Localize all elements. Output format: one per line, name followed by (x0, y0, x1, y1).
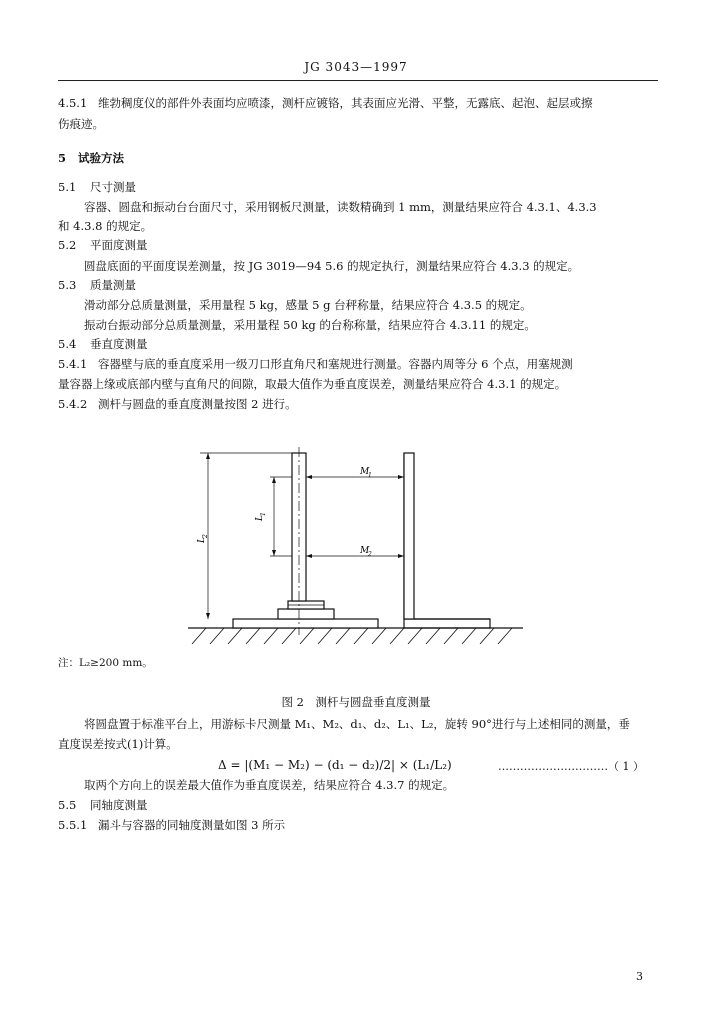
section-5-3-line2: 振动台振动部分总质量测量，采用量程 50 kg 的台称称量，结果应符合 4.3.11 的规定。 (84, 318, 536, 332)
para-5-5-1-line1: 漏斗与容器的同轴度测量如图 3 所示 (98, 818, 286, 832)
para-4-5-1-number: 4.5.1 (58, 96, 88, 110)
section-5-1-line1: 容器、圆盘和振动台台面尺寸，采用钢板尺测量，读数精确到 1 mm，测量结果应符合 4.3.1、4.3.3 (84, 200, 597, 214)
page-number: 3 (636, 970, 643, 983)
m2-label-sub: 2 (368, 551, 372, 558)
l2-label-sub: 2 (202, 534, 209, 538)
para-5-4-1-number: 5.4.1 (58, 357, 88, 371)
equation-1: Δ = |(M₁ − M₂) − (d₁ − d₂)/2| × (L₁/L₂) (218, 758, 452, 772)
angle-square-blade (404, 453, 414, 619)
figure-note: 注：L₂≥200 mm。 (58, 657, 153, 669)
section-5-5-number: 5.5 (58, 798, 77, 812)
standard-code-header: JG 3043—1997 (304, 60, 408, 74)
section-5-2-title: 平面度测量 (90, 238, 148, 252)
para-4-5-1-line1: 维勃稠度仪的部件外表面均应喷漆，测杆应镀铬，其表面应光滑、平整，无露底、起泡、起层或擦 (98, 96, 593, 110)
section-5-4-number: 5.4 (58, 337, 77, 351)
figure-2 (178, 425, 538, 654)
ground-hatching (192, 628, 512, 644)
section-5-1-title: 尺寸测量 (90, 180, 136, 194)
l1-label: L (255, 515, 265, 521)
after-figure-line3: 取两个方向上的误差最大值作为垂直度误差，结果应符合 4.3.7 的规定。 (84, 778, 455, 792)
section-5-3-line1: 滑动部分总质量测量，采用量程 5 kg，感量 5 g 台秤称量，结果应符合 4.3.5 的规定。 (84, 298, 532, 312)
section-5-2-line1: 圆盘底面的平面度误差测量，按 JG 3019—94 5.6 的规定执行，测量结果应符合 4.3.3 的规定。 (84, 259, 580, 273)
angle-square-base (404, 453, 490, 628)
figure-caption: 图 2 测杆与圆盘垂直度测量 (281, 695, 431, 709)
para-5-4-2-line1: 测杆与圆盘的垂直度测量按图 2 进行。 (98, 397, 297, 411)
standard-platform (233, 619, 378, 628)
m1-label-sub: 1 (368, 472, 372, 479)
header-rule (58, 80, 658, 81)
section-5-1-line2: 和 4.3.8 的规定。 (58, 219, 153, 233)
para-4-5-1-line2: 伤痕迹。 (58, 117, 104, 131)
equation-1-number: …………………………（ 1 ） (498, 760, 644, 773)
l1-label-sub: 1 (260, 512, 267, 516)
after-figure-line1: 将圆盘置于标准平台上，用游标卡尺测量 M₁、M₂、d₁、d₂、L₁、L₂，旋转 90°进行与上述相同的测量，垂 (84, 717, 630, 731)
section-5-1-number: 5.1 (58, 180, 77, 194)
section-5-3-number: 5.3 (58, 278, 77, 292)
section-5-2-number: 5.2 (58, 238, 77, 252)
section-5-3-title: 质量测量 (90, 278, 136, 292)
section-5-4-title: 垂直度测量 (90, 337, 148, 351)
after-figure-line2: 直度误差按式(1)计算。 (58, 737, 178, 751)
figure-2-drawing (178, 425, 538, 650)
para-5-4-1-line2: 量容器上缘或底部内壁与直角尺的间隙，取最大值作为垂直度误差，测量结果应符合 4.3.1 的规定。 (58, 377, 567, 391)
section-5-5-title: 同轴度测量 (90, 798, 148, 812)
section-5-number: 5 (58, 151, 67, 165)
l2-label: L (197, 537, 207, 543)
section-5-title: 试验方法 (78, 151, 124, 165)
m1-label: M (360, 467, 370, 477)
para-5-4-2-number: 5.4.2 (58, 397, 88, 411)
para-5-4-1-line1: 容器壁与底的垂直度采用一级刀口形直角尺和塞规进行测量。容器内周等分 6 个点，用塞规测 (98, 357, 573, 371)
para-5-5-1-number: 5.5.1 (58, 818, 88, 832)
m2-label: M (360, 546, 370, 556)
disc (278, 609, 334, 619)
